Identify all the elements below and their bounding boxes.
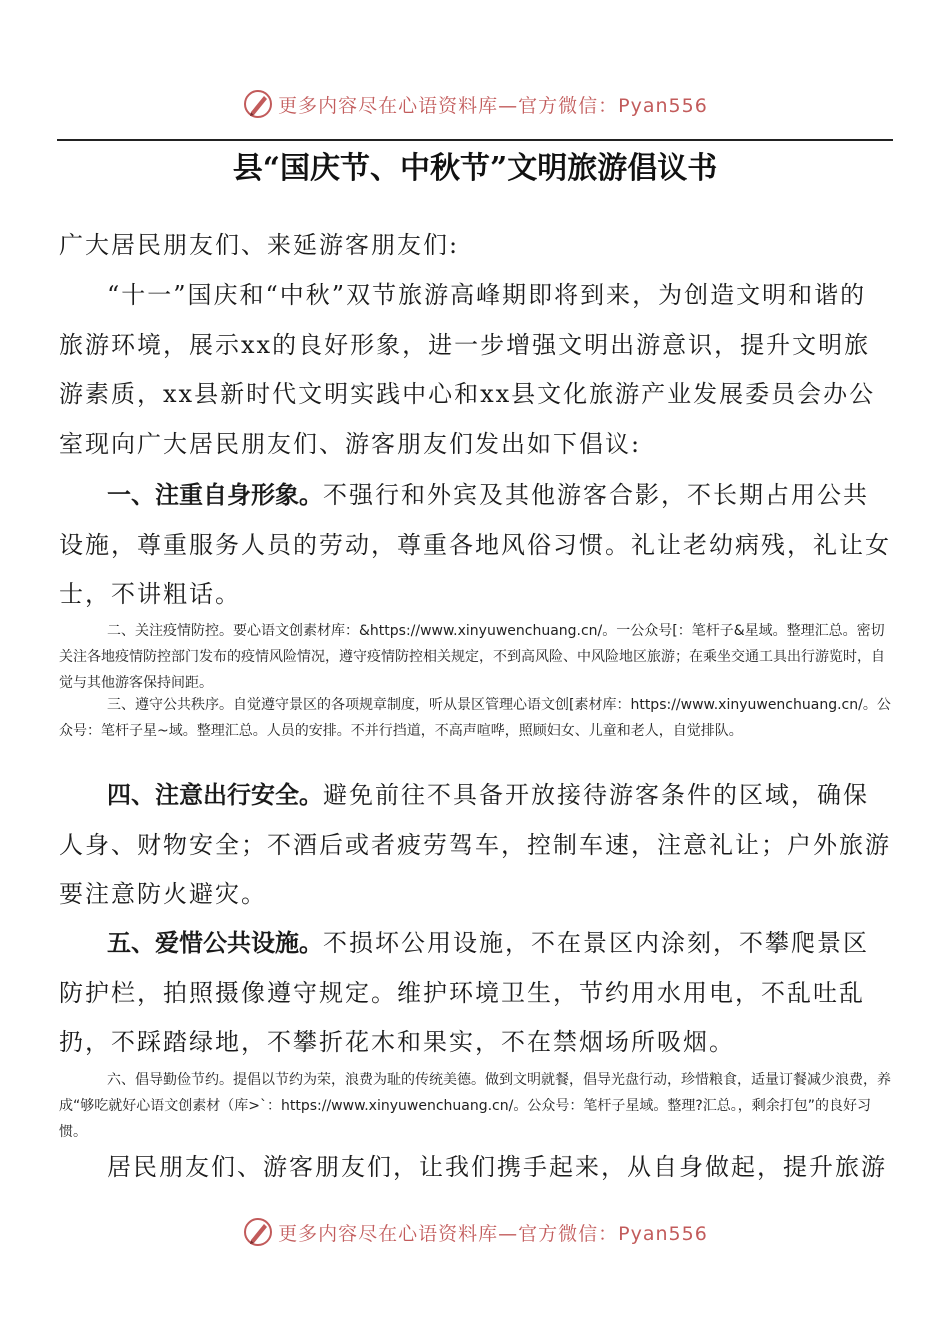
item-4-paragraph (59, 770, 891, 920)
closing-paragraph: 居民朋友们、游客朋友们，让我们携手起来，从自身做起，提升旅游 (107, 1153, 887, 1181)
header-banner (0, 84, 950, 124)
item-4-body: 避免前往不具备开放接待游客条件的区域，确保人身、财物安全；不酒后或者疲劳驾车，控制车速，注意礼让；户外旅游要注意防火避灾。 (59, 781, 891, 908)
title-divider (57, 139, 893, 141)
item-1-body: 不强行和外宾及其他游客合影，不长期占用公共设施，尊重服务人员的劳动，尊重各地风俗习惯。礼让老幼病残，礼让女士，不讲粗话。 (59, 481, 891, 608)
item-3-paragraph: 三、遵守公共秩序。自觉遵守景区的各项规章制度，听从景区管理心语文创[素材库：https://www.xinyuwenchuang.cn/。公众号：笔杆子星~域。整理汇总。人员的安排。不并行挡道，不高声喧哗，照顾妇女、儿童和老人，自觉排队。 (59, 697, 891, 739)
banner-text: 更多内容尽在心语资料库—官方微信：Pyan556 (278, 1222, 708, 1245)
item-5-body: 不损坏公用设施，不在景区内涂刻，不攀爬景区防护栏，拍照摄像遵守规定。维护环境卫生，节约用水用电，不乱吐乱扔，不踩踏绿地，不攀折花木和果实，不在禁烟场所吸烟。 (59, 929, 869, 1056)
item-5-heading: 五、爱惜公共设施。 (107, 928, 323, 957)
intro-paragraph: “十一”国庆和“中秋”双节旅游高峰期即将到来，为创造文明和谐的旅游环境，展示xx的良好形象，进一步增强文明出游意识，提升文明旅游素质，xx县新时代文明实践中心和xx县文化旅游产业发展委员会办公室现向广大居民朋友们、游客朋友们发出如下倡议: (59, 281, 876, 458)
item-2-paragraph: 二、关注疫情防控。要心语文创素材库：&https://www.xinyuwenchuang.cn/。一公众号[：笔杆子&星域。整理汇总。密切关注各地疫情防控部门发布的疫情风险情况，遵守疫情防控相关规定，不到高风险、中风险地区旅游；在乘坐交通工具出行游览时，自觉与其他游客保持间距。 (59, 623, 885, 691)
item-6-paragraph: 六、倡导勤俭节约。提倡以节约为荣，浪费为耻的传统美德。做到文明就餐，倡导光盘行动，珍惜粮食，适量订餐减少浪费，养成“够吃就好心语文创素材（库>`：https://www.xinyuwenchuang.cn/。公众号：笔杆子星域。整理?汇总。，剩余打包”的良好习惯。 (59, 1072, 891, 1140)
salutation: 广大居民朋友们、来延游客朋友们: (59, 231, 460, 259)
footer-banner (0, 1212, 950, 1252)
pen-logo-icon (242, 1216, 274, 1248)
item-1-heading: 一、注重自身形象。 (107, 480, 323, 509)
item-5-paragraph (59, 918, 891, 1068)
banner-text: 更多内容尽在心语资料库—官方微信：Pyan556 (278, 94, 708, 117)
item-1-paragraph (59, 470, 891, 620)
item-4-heading: 四、注意出行安全。 (107, 780, 323, 809)
page-title: 县“国庆节、中秋节”文明旅游倡议书 (232, 151, 718, 186)
pen-logo-icon (242, 88, 274, 120)
